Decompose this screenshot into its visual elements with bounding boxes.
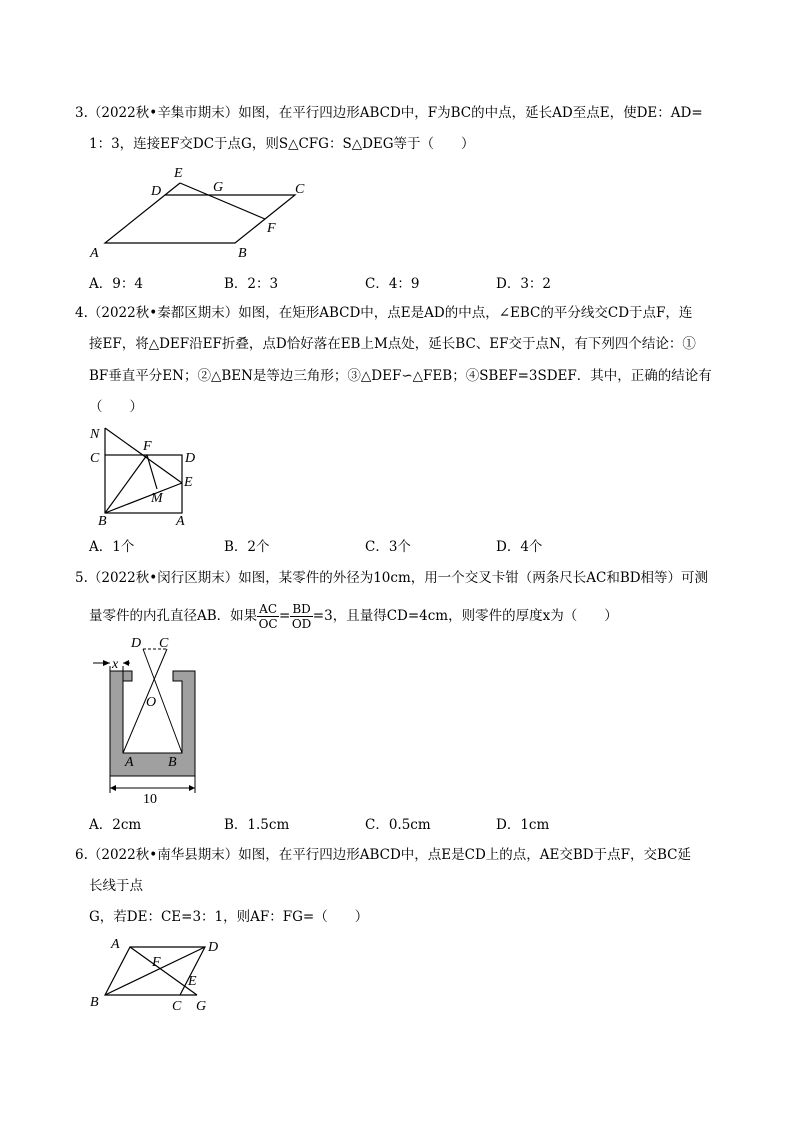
q3-label-f: F bbox=[267, 221, 276, 236]
q4-label-c: C bbox=[90, 451, 100, 466]
q5-option-c: C．0.5cm bbox=[365, 817, 431, 833]
q6-figure bbox=[85, 935, 220, 1015]
q5-label-a: A bbox=[125, 755, 134, 770]
q5-frac1-den: OC bbox=[258, 617, 278, 631]
q3-option-b: B．2：3 bbox=[224, 276, 279, 292]
q6-line-2: 长线于点 bbox=[89, 878, 143, 894]
q4-label-a: A bbox=[176, 514, 185, 528]
q4-option-c: C．3个 bbox=[365, 539, 411, 555]
q6-label-b: B bbox=[90, 995, 99, 1010]
q4-label-n: N bbox=[90, 427, 100, 442]
q6-label-c: C bbox=[172, 999, 182, 1014]
q5-line-2 bbox=[89, 601, 618, 631]
q4-label-d: D bbox=[185, 451, 196, 466]
q3-option-d: D．3：2 bbox=[496, 276, 552, 292]
q6-line-1: 6.（2022秋•南华县期末）如图，在平行四边形ABCD中，点E是CD上的点，AE交BD于点F，交BC延 bbox=[75, 847, 691, 863]
q4-line-2: 接EF，将△DEF沿EF折叠，点D恰好落在EB上M点处，延长BC、EF交于点N，有下列四个结论：① bbox=[89, 336, 696, 352]
q5-label-d: D bbox=[131, 636, 142, 651]
q4-figure bbox=[85, 423, 210, 528]
q6-label-e: E bbox=[188, 974, 197, 989]
q5-dimension-label: 10 bbox=[143, 792, 157, 805]
q4-option-a: A．1个 bbox=[89, 539, 135, 555]
q6-label-g: G bbox=[196, 999, 207, 1014]
q3-label-a: A bbox=[90, 246, 99, 261]
q5-part-body bbox=[110, 671, 195, 776]
q3-label-d: D bbox=[151, 184, 162, 199]
q3-label-g: G bbox=[213, 180, 224, 195]
q3-label-c: C bbox=[295, 182, 305, 197]
q5-label-c: C bbox=[159, 636, 169, 651]
q5-option-b: B．1.5cm bbox=[224, 817, 290, 833]
q6-label-a: A bbox=[111, 937, 120, 952]
q4-option-b: B．2个 bbox=[224, 539, 270, 555]
q5-line-2-end: =3，且量得CD=4cm，则零件的厚度x为（ ） bbox=[312, 608, 618, 624]
q5-option-d: D．1cm bbox=[496, 817, 550, 833]
q6-label-f: F bbox=[152, 955, 161, 970]
q5-line-1: 5.（2022秋•闵行区期末）如图，某零件的外径为10cm，用一个交叉卡钳（两条尺长AC和BD相等）可测 bbox=[75, 570, 709, 586]
q5-label-o: O bbox=[146, 695, 157, 710]
q5-frac-equals: = bbox=[279, 608, 291, 624]
q5-label-b: B bbox=[168, 755, 177, 770]
q5-option-a: A．2cm bbox=[89, 817, 142, 833]
q4-line-3: BF垂直平分EN；②△BEN是等边三角形；③△DEF∽△FEB；④SBEF=3SDEF．其中，正确的结论有 bbox=[89, 368, 712, 384]
q4-label-m: M bbox=[151, 491, 163, 506]
q4-line-1: 4.（2022秋•秦都区期末）如图，在矩形ABCD中，点E是AD的中点，∠EBC的平分线交CD于点F，连 bbox=[75, 305, 693, 321]
q6-line-3: G，若DE：CE=3：1，则AF：FG=（ ） bbox=[89, 909, 369, 925]
q3-option-c: C．4：9 bbox=[365, 276, 420, 292]
q5-frac2-num: BD bbox=[292, 602, 311, 616]
q4-label-e: E bbox=[184, 475, 193, 490]
q5-fraction-1 bbox=[257, 602, 279, 631]
q5-label-x: x bbox=[112, 657, 119, 672]
q5-line-2-start: 量零件的内孔直径AB．如果 bbox=[89, 608, 258, 624]
q4-option-d: D．4个 bbox=[496, 539, 543, 555]
q4-label-f: F bbox=[143, 439, 152, 454]
q3-line-2: 1：3，连接EF交DC于点G，则S△CFG：S△DEG等于（ ） bbox=[89, 136, 475, 152]
q5-fraction-2 bbox=[290, 602, 312, 631]
q5-figure bbox=[85, 633, 210, 805]
q4-line-4: （ ） bbox=[89, 399, 143, 415]
q5-frac2-den: OD bbox=[291, 617, 312, 631]
q4-label-b: B bbox=[98, 514, 107, 528]
q6-label-d: D bbox=[208, 940, 219, 955]
q3-figure bbox=[85, 160, 315, 265]
q3-label-b: B bbox=[238, 246, 247, 261]
q3-line-1: 3.（2022秋•辛集市期末）如图，在平行四边形ABCD中，F为BC的中点，延长AD至点E，使DE：AD= bbox=[75, 105, 703, 121]
q3-label-e: E bbox=[174, 166, 183, 181]
q5-frac1-num: AC bbox=[259, 602, 278, 616]
q3-option-a: A．9：4 bbox=[89, 276, 143, 292]
